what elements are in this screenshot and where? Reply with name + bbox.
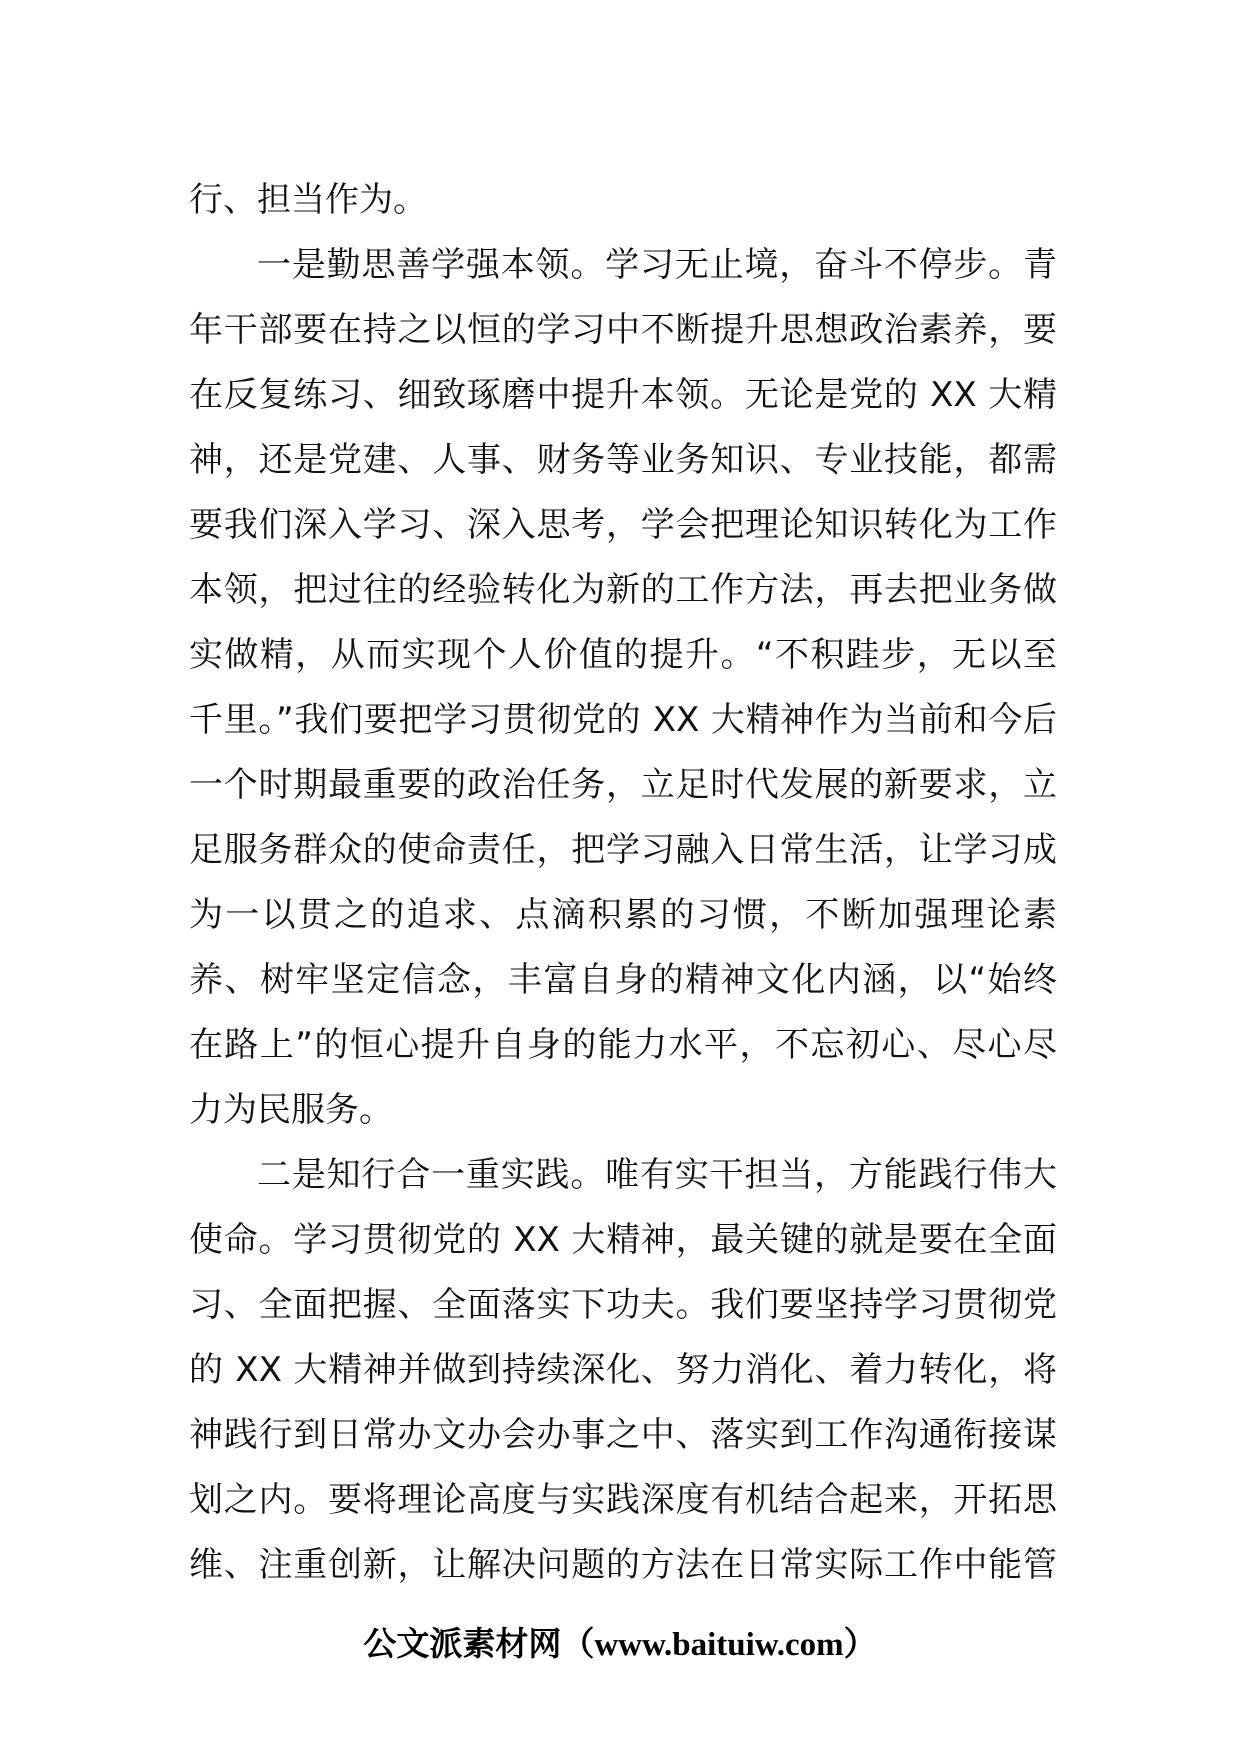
text-line: 千里。”我们要把学习贯彻党的 XX 大精神作为当前和今后 xyxy=(189,700,1057,740)
text-line: 足服务群众的使命责任，把学习融入日常生活，让学习成 xyxy=(189,830,1057,870)
body-text xyxy=(189,168,1057,1598)
text-line: 实做精，从而实现个人价值的提升。“不积跬步，无以至 xyxy=(189,635,1057,675)
text-line: 习、全面把握、全面落实下功夫。我们要坚持学习贯彻党 xyxy=(189,1285,1057,1325)
text-line: 的 XX 大精神并做到持续深化、努力消化、着力转化，将 xyxy=(189,1350,1057,1390)
text-line: 划之内。要将理论高度与实践深度有机结合起来，开拓思 xyxy=(189,1480,1057,1520)
text-line: 行、担当作为。 xyxy=(189,180,427,220)
text-line: 二是知行合一重实践。唯有实干担当，方能践行伟大 xyxy=(257,1155,1057,1195)
text-line: 养、树牢坚定信念，丰富自身的精神文化内涵，以“始终 xyxy=(189,960,1057,1000)
text-line: 使命。学习贯彻党的 XX 大精神，最关键的就是要在全面 xyxy=(189,1220,1057,1260)
text-line: 一个时期最重要的政治任务，立足时代发展的新要求，立 xyxy=(189,765,1057,805)
footer-watermark: 公文派素材网（www.baituiw.com） xyxy=(363,1627,877,1663)
text-line: 神，还是党建、人事、财务等业务知识、专业技能，都需 xyxy=(189,440,1057,480)
paragraph-practice xyxy=(189,1143,1057,1598)
paragraph-study xyxy=(189,233,1057,1143)
text-line: 年干部要在持之以恒的学习中不断提升思想政治素养，要 xyxy=(189,310,1057,350)
text-line: 一是勤思善学强本领。学习无止境，奋斗不停步。青 xyxy=(257,245,1057,285)
paragraph-continuation xyxy=(189,168,1057,233)
text-line: 要我们深入学习、深入思考，学会把理论知识转化为工作 xyxy=(189,505,1057,545)
text-line: 在路上”的恒心提升自身的能力水平，不忘初心、尽心尽 xyxy=(189,1025,1057,1065)
text-line: 在反复练习、细致琢磨中提升本领。无论是党的 XX 大精 xyxy=(189,375,1057,415)
text-line: 维、注重创新，让解决问题的方法在日常实际工作中能管 xyxy=(189,1545,1057,1585)
text-line: 神践行到日常办文办会办事之中、落实到工作沟通衔接谋 xyxy=(189,1415,1057,1455)
text-line: 本领，把过往的经验转化为新的工作方法，再去把业务做 xyxy=(189,570,1057,610)
text-line: 为一以贯之的追求、点滴积累的习惯，不断加强理论素 xyxy=(189,895,1057,935)
text-line: 力为民服务。 xyxy=(189,1090,393,1130)
